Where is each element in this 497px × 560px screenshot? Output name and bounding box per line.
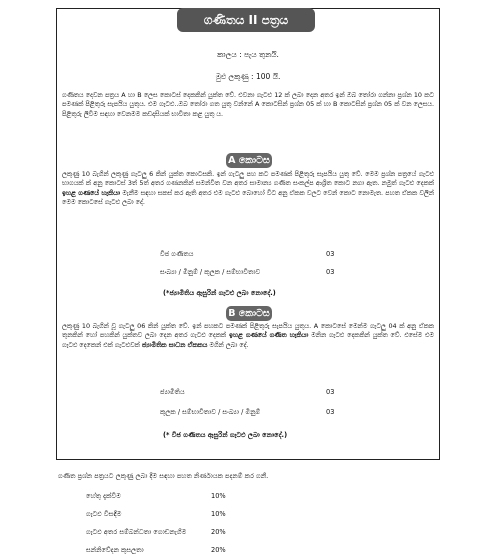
section-a-para-bold: ඉහළ ගණයේ හැකියා <box>62 188 121 197</box>
criteria-intro: ගණිත ප්‍රශ්න පත්‍රයට ලකුණු ලබා දීම සඳහා පහත නිර්ණායක පදනම් කර ගනී. <box>58 472 269 480</box>
section-a-heading: A කොටස <box>226 153 272 168</box>
section-b-para-part-2: මනින ගැටළු දෙකකින් යුක්ත වේ. එසේම එම ගැටළු දෙකෙන් එක් ගැටළුවක් <box>62 331 434 349</box>
section-b-para-part-1: ලකුණු 10 බැගින් වූ ගැටලු 06 කින් යුක්ත වේ. ඉන් පහකට පමණක් පිළිතුරු සැපයිය යුතුය. A කොටසේ මෙන්ම ගැටලු 04 ක් අනු ඒකක තුනකින් හෝ පහකින් යුක්තව ලබා දෙන අතර ගැටළු දෙකක් <box>62 322 434 340</box>
row-value: 03 <box>326 268 335 276</box>
row-value: 03 <box>326 408 335 416</box>
marks-line: මුළු ලකුණු : 100 යි. <box>215 72 281 81</box>
time-line: කාලය : පැය තුනයි. <box>217 50 279 59</box>
row-label: ජ්‍යාමිතිය <box>160 388 185 396</box>
criteria-value: 20% <box>211 528 226 536</box>
row-label: කුලක / සම්භාවිතාව / සංඛ්‍යා / මිනුම් <box>160 408 261 416</box>
section-a-note: (*ජ්‍යාමිතිය ඇසුරින් ගැටළු ලබා නොදේ.) <box>163 289 276 297</box>
section-a-para-part-2: මැනීම සඳහා සකස් කර ඇති අතර එම ගැටළු බොහෝ විට අනු ඒකක වලට වෙන් කොට නොමැත. පහත ඒකක වලින් මෙම කොටසේ ගැටළු ලබා දේ. <box>62 188 434 207</box>
row-label: සංඛ්‍යා / මිනුම් / කුලක / සම්භාවිතාව <box>160 268 261 276</box>
row-label: විජ ගණිතය <box>160 250 194 258</box>
intro-paragraph: ගණිතය දෙවන පත්‍රය A හා B ලෙස කොටස් දෙකකින් යුක්ත වේ. එවනා ගැටළු 12 ක් ලබා දෙන අතර ඉන් ඔබ තෝරා ගන්නා ප්‍රශ්න 10 කට පමණක් පිළිතුරු සැපයිය යුතුය. එම ගැටළු..ඔබ තෝරා ගත යුතු වන්නේ A කොටසින් ප්‍රශ්න 05 ක් හා B කොටසින් ප්‍රශ්න 05 ක් වන ලෙසය. පිළිතුරු ලිවීම සඳහා වෙනමම කඩදාසියක් භාවිතා කළ යුතු ය. <box>62 91 434 118</box>
section-b-para-bold: ඉහළ ගණයේ ගණිත හැකියා <box>228 331 309 340</box>
section-b-note: (* විජ ගණිතය ඇසුරින් ගැටළු ලබා නොදේ.) <box>163 431 288 439</box>
section-b-heading: B කොටස <box>226 306 272 321</box>
criteria-label: ගැටළු අතර සම්බන්ධතා ගොඩනැගීම <box>86 528 187 536</box>
paper-title: ගණිතය II පත්‍රය <box>177 8 315 32</box>
row-value: 03 <box>326 250 335 258</box>
section-a-para-part-1: ලකුණු 10 බැගින් ලකුණු ගැටලු 6 කින් යුක්ත කොටසකි. ඉන් ගැටලු පහ කට පමණක් පිළිතුරු සැපයිය යුතු වේ. මෙම ප්‍රශ්න පත්‍රයේ ගැටළු භාගයක් ක් අනු කොටස් 3ත් 5ත් අතර ගණනකින් සමන්විත වන අතර සාමාන්‍ය ගණිත සංකල්ප ආශ්‍රිත කොට නගා ඇත. නමුත් ගැටළු දෙකක් <box>62 170 434 188</box>
criteria-value: 10% <box>211 510 226 518</box>
section-b-para-bold-2: ජ්‍යාමිතික සාධන ඒකකය <box>141 340 208 349</box>
criteria-label: හේතු දැක්වීම <box>86 492 121 500</box>
criteria-label: ගැටළු විසඳීම <box>86 510 122 518</box>
section-a-paragraph <box>62 170 434 208</box>
criteria-value: 20% <box>211 546 226 554</box>
row-value: 03 <box>326 388 335 396</box>
criteria-label: සන්නිවේදන කුසලතා <box>86 546 144 554</box>
section-b-paragraph <box>62 322 434 350</box>
criteria-value: 10% <box>211 492 226 500</box>
section-b-para-part-3: මගින් ලබා දේ. <box>209 340 249 349</box>
